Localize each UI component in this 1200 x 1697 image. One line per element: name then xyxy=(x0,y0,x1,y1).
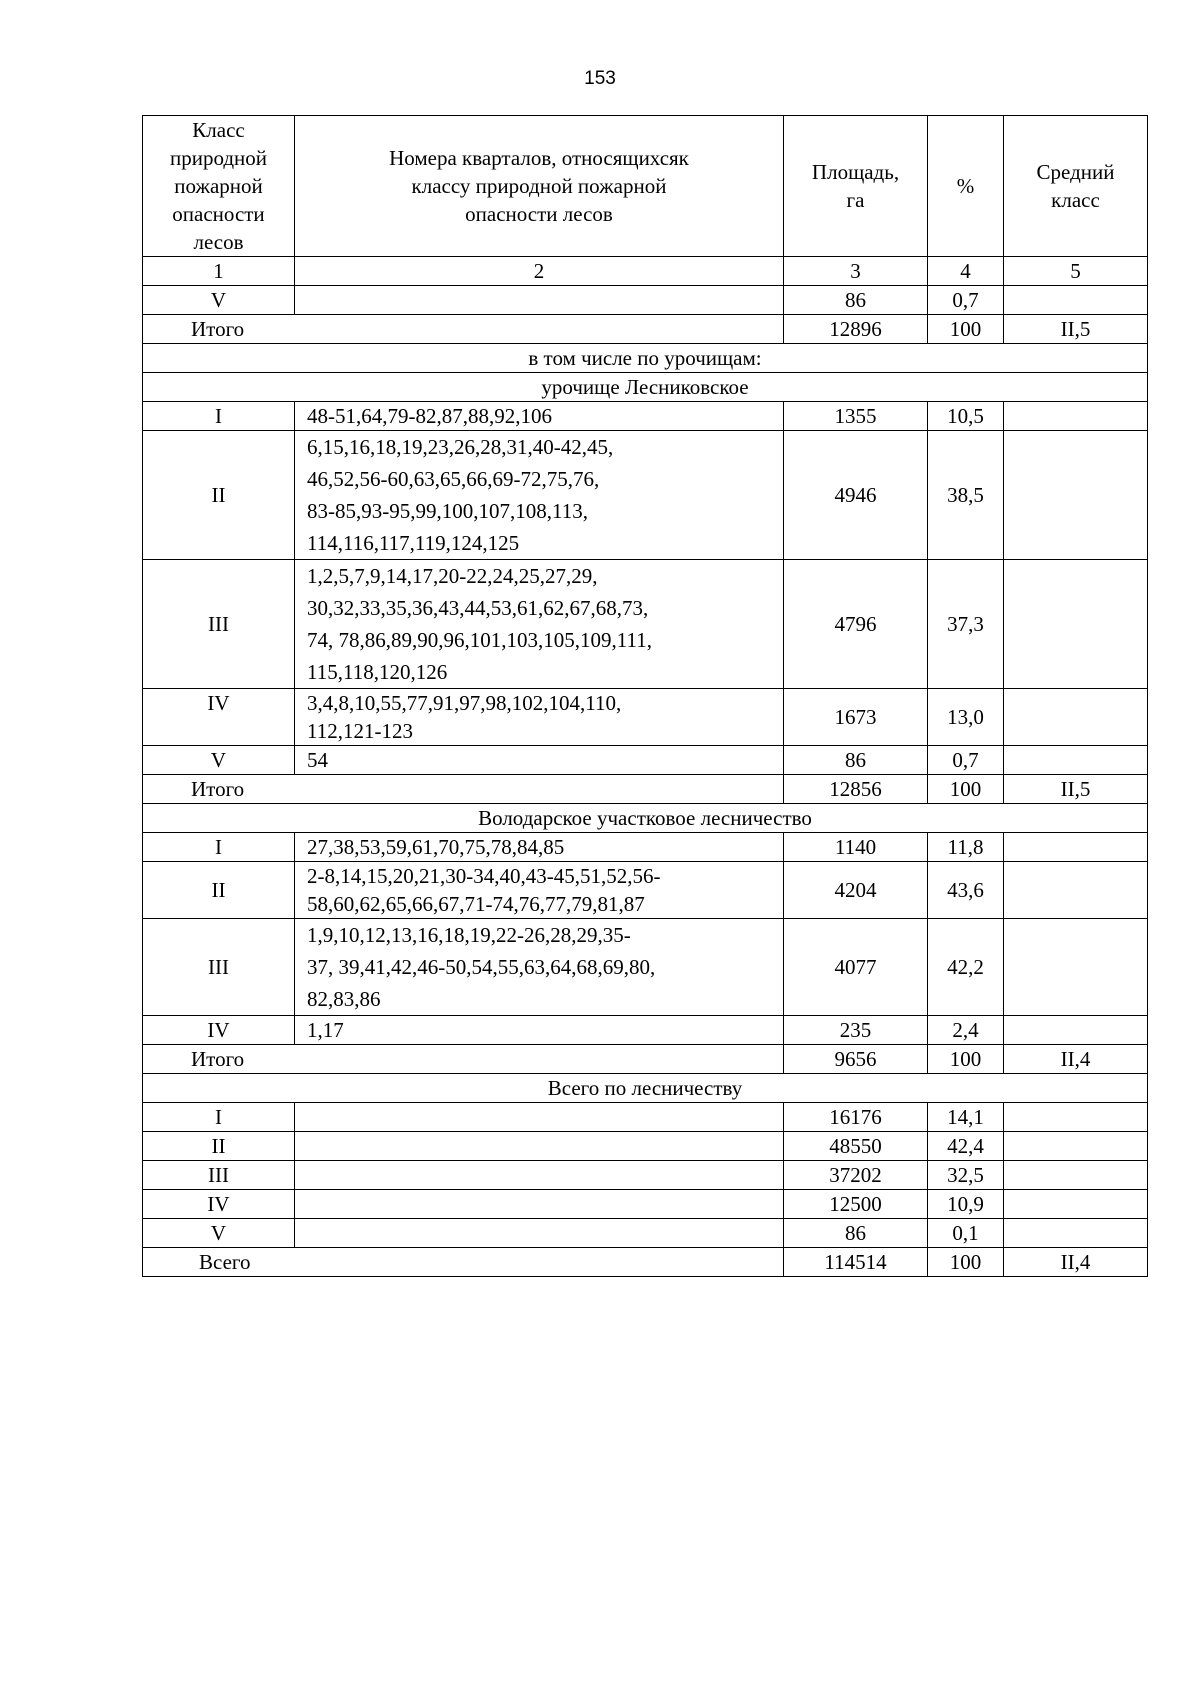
header-area xyxy=(784,116,928,257)
area-cell: 86 xyxy=(784,286,928,315)
avg-class-cell xyxy=(1004,1132,1148,1161)
header-class-line: Класс xyxy=(192,118,245,142)
class-cell: III xyxy=(143,919,295,1016)
page-number: 153 xyxy=(584,68,616,89)
column-number: 2 xyxy=(295,257,784,286)
class-cell: I xyxy=(143,833,295,862)
total-percent: 100 xyxy=(928,1248,1004,1277)
header-area-line: га xyxy=(846,188,865,212)
table-row xyxy=(143,746,1148,775)
avg-class-cell xyxy=(1004,833,1148,862)
quarters-cell xyxy=(295,1219,784,1248)
class-cell: II xyxy=(143,862,295,919)
area-cell: 86 xyxy=(784,746,928,775)
header-class-line: природной xyxy=(169,146,268,170)
quarters-cell xyxy=(295,431,784,560)
area-cell: 86 xyxy=(784,1219,928,1248)
quarters-cell xyxy=(295,862,784,919)
quarters-cell-line: 46,52,56-60,63,65,66,69-72,75,76, xyxy=(307,467,600,491)
quarters-cell xyxy=(295,1132,784,1161)
table-row xyxy=(143,1132,1148,1161)
column-number-row xyxy=(143,257,1148,286)
avg-class-cell xyxy=(1004,560,1148,689)
quarters-cell xyxy=(295,1161,784,1190)
table-row xyxy=(143,919,1148,1016)
area-cell: 12500 xyxy=(784,1190,928,1219)
area-cell: 4946 xyxy=(784,431,928,560)
quarters-cell-line: 115,118,120,126 xyxy=(307,660,448,684)
quarters-cell-line: 27,38,53,59,61,70,75,78,84,85 xyxy=(307,835,565,859)
quarters-cell xyxy=(295,1103,784,1132)
header-percent: % xyxy=(928,116,1004,257)
quarters-cell-line: 74, 78,86,89,90,96,101,103,105,109,111, xyxy=(307,628,652,652)
avg-class-cell xyxy=(1004,919,1148,1016)
column-number: 1 xyxy=(143,257,295,286)
class-cell: I xyxy=(143,1103,295,1132)
percent-cell: 38,5 xyxy=(928,431,1004,560)
fire-hazard-table xyxy=(142,115,1148,1277)
header-avg-class-line: Средний xyxy=(1036,160,1115,184)
total-row xyxy=(143,1248,1148,1277)
percent-cell: 10,9 xyxy=(928,1190,1004,1219)
section-row xyxy=(143,373,1148,402)
header-class xyxy=(143,116,295,257)
quarters-cell xyxy=(295,560,784,689)
section-row xyxy=(143,804,1148,833)
percent-cell: 42,2 xyxy=(928,919,1004,1016)
header-quarters-line: классу природной пожарной xyxy=(411,174,667,198)
total-area: 12896 xyxy=(784,315,928,344)
section-heading: Всего по лесничеству xyxy=(143,1074,1148,1103)
quarters-cell xyxy=(295,1016,784,1045)
header-class-line: опасности xyxy=(172,202,265,226)
quarters-cell-line: 58,60,62,65,66,67,71-74,76,77,79,81,87 xyxy=(307,892,645,916)
avg-class-cell xyxy=(1004,402,1148,431)
section-row xyxy=(143,1074,1148,1103)
quarters-cell-line: 48-51,64,79-82,87,88,92,106 xyxy=(307,404,552,428)
percent-cell: 32,5 xyxy=(928,1161,1004,1190)
total-label: Итого xyxy=(143,775,784,804)
total-area: 12856 xyxy=(784,775,928,804)
class-cell: III xyxy=(143,560,295,689)
table-row xyxy=(143,1103,1148,1132)
area-cell: 1355 xyxy=(784,402,928,431)
header-quarters-line: Номера кварталов, относящихсяк xyxy=(389,146,689,170)
header-class-line: лесов xyxy=(193,230,244,254)
quarters-cell-line: 114,116,117,119,124,125 xyxy=(307,531,520,555)
quarters-cell-line: 1,17 xyxy=(307,1018,344,1042)
header-avg-class xyxy=(1004,116,1148,257)
avg-class-cell xyxy=(1004,689,1148,746)
quarters-cell xyxy=(295,286,784,315)
quarters-cell xyxy=(295,833,784,862)
header-class-line: пожарной xyxy=(174,174,263,198)
avg-class-cell xyxy=(1004,1161,1148,1190)
table-row xyxy=(143,1016,1148,1045)
table-row xyxy=(143,689,1148,746)
column-number: 4 xyxy=(928,257,1004,286)
header-row xyxy=(143,116,1148,257)
avg-class-cell xyxy=(1004,1190,1148,1219)
avg-class-cell xyxy=(1004,746,1148,775)
table-row xyxy=(143,1219,1148,1248)
quarters-cell xyxy=(295,689,784,746)
section-row xyxy=(143,344,1148,373)
quarters-cell-line: 30,32,33,35,36,43,44,53,61,62,67,68,73, xyxy=(307,596,649,620)
avg-class-cell xyxy=(1004,431,1148,560)
class-cell: IV xyxy=(143,689,295,746)
area-cell: 1673 xyxy=(784,689,928,746)
section-heading: урочище Лесниковское xyxy=(143,373,1148,402)
class-cell: I xyxy=(143,402,295,431)
total-avg-class: II,4 xyxy=(1004,1248,1148,1277)
section-heading: в том числе по урочищам: xyxy=(143,344,1148,373)
quarters-cell-line: 83-85,93-95,99,100,107,108,113, xyxy=(307,499,588,523)
total-label: Итого xyxy=(143,315,784,344)
quarters-cell-line: 3,4,8,10,55,77,91,97,98,102,104,110, xyxy=(307,691,622,715)
total-percent: 100 xyxy=(928,1045,1004,1074)
total-percent: 100 xyxy=(928,775,1004,804)
total-row xyxy=(143,775,1148,804)
percent-cell: 43,6 xyxy=(928,862,1004,919)
header-avg-class-line: класс xyxy=(1051,188,1100,212)
avg-class-cell xyxy=(1004,862,1148,919)
table-row xyxy=(143,286,1148,315)
class-cell: V xyxy=(143,286,295,315)
table-row xyxy=(143,1190,1148,1219)
table-row xyxy=(143,431,1148,560)
column-number: 3 xyxy=(784,257,928,286)
header-area-line: Площадь, xyxy=(811,160,900,184)
total-avg-class: II,5 xyxy=(1004,315,1148,344)
table-row xyxy=(143,560,1148,689)
quarters-cell xyxy=(295,1190,784,1219)
percent-cell: 0,1 xyxy=(928,1219,1004,1248)
table-row xyxy=(143,402,1148,431)
total-area: 114514 xyxy=(784,1248,928,1277)
quarters-cell-line: 1,2,5,7,9,14,17,20-22,24,25,27,29, xyxy=(307,564,598,588)
percent-cell: 13,0 xyxy=(928,689,1004,746)
section-heading: Володарское участковое лесничество xyxy=(143,804,1148,833)
total-label: Итого xyxy=(143,1045,784,1074)
quarters-cell-line: 2-8,14,15,20,21,30-34,40,43-45,51,52,56- xyxy=(307,864,661,888)
quarters-cell-line: 1,9,10,12,13,16,18,19,22-26,28,29,35- xyxy=(307,923,631,947)
avg-class-cell xyxy=(1004,1219,1148,1248)
class-cell: II xyxy=(143,1132,295,1161)
area-cell: 48550 xyxy=(784,1132,928,1161)
quarters-cell-line: 6,15,16,18,19,23,26,28,31,40-42,45, xyxy=(307,435,614,459)
quarters-cell-line: 112,121-123 xyxy=(307,719,413,743)
class-cell: V xyxy=(143,1219,295,1248)
percent-cell: 14,1 xyxy=(928,1103,1004,1132)
total-avg-class: II,5 xyxy=(1004,775,1148,804)
percent-cell: 0,7 xyxy=(928,746,1004,775)
class-cell: II xyxy=(143,431,295,560)
area-cell: 16176 xyxy=(784,1103,928,1132)
total-row xyxy=(143,1045,1148,1074)
quarters-cell-line: 82,83,86 xyxy=(307,987,381,1011)
table-row xyxy=(143,1161,1148,1190)
area-cell: 4796 xyxy=(784,560,928,689)
quarters-cell xyxy=(295,402,784,431)
quarters-cell-line: 54 xyxy=(307,748,328,772)
quarters-cell xyxy=(295,919,784,1016)
total-area: 9656 xyxy=(784,1045,928,1074)
total-avg-class: II,4 xyxy=(1004,1045,1148,1074)
total-label: Всего xyxy=(143,1248,784,1277)
percent-cell: 10,5 xyxy=(928,402,1004,431)
avg-class-cell xyxy=(1004,1103,1148,1132)
header-quarters xyxy=(295,116,784,257)
area-cell: 235 xyxy=(784,1016,928,1045)
avg-class-cell xyxy=(1004,1016,1148,1045)
table-row xyxy=(143,833,1148,862)
header-quarters-line: опасности лесов xyxy=(465,202,613,226)
percent-cell: 37,3 xyxy=(928,560,1004,689)
percent-cell: 42,4 xyxy=(928,1132,1004,1161)
percent-cell: 2,4 xyxy=(928,1016,1004,1045)
column-number: 5 xyxy=(1004,257,1148,286)
class-cell: V xyxy=(143,746,295,775)
area-cell: 37202 xyxy=(784,1161,928,1190)
area-cell: 4204 xyxy=(784,862,928,919)
percent-cell: 11,8 xyxy=(928,833,1004,862)
quarters-cell-line: 37, 39,41,42,46-50,54,55,63,64,68,69,80, xyxy=(307,955,656,979)
class-cell: IV xyxy=(143,1016,295,1045)
class-cell: III xyxy=(143,1161,295,1190)
area-cell: 4077 xyxy=(784,919,928,1016)
class-cell: IV xyxy=(143,1190,295,1219)
avg-class-cell xyxy=(1004,286,1148,315)
area-cell: 1140 xyxy=(784,833,928,862)
percent-cell: 0,7 xyxy=(928,286,1004,315)
quarters-cell xyxy=(295,746,784,775)
table-row xyxy=(143,862,1148,919)
total-percent: 100 xyxy=(928,315,1004,344)
total-row xyxy=(143,315,1148,344)
